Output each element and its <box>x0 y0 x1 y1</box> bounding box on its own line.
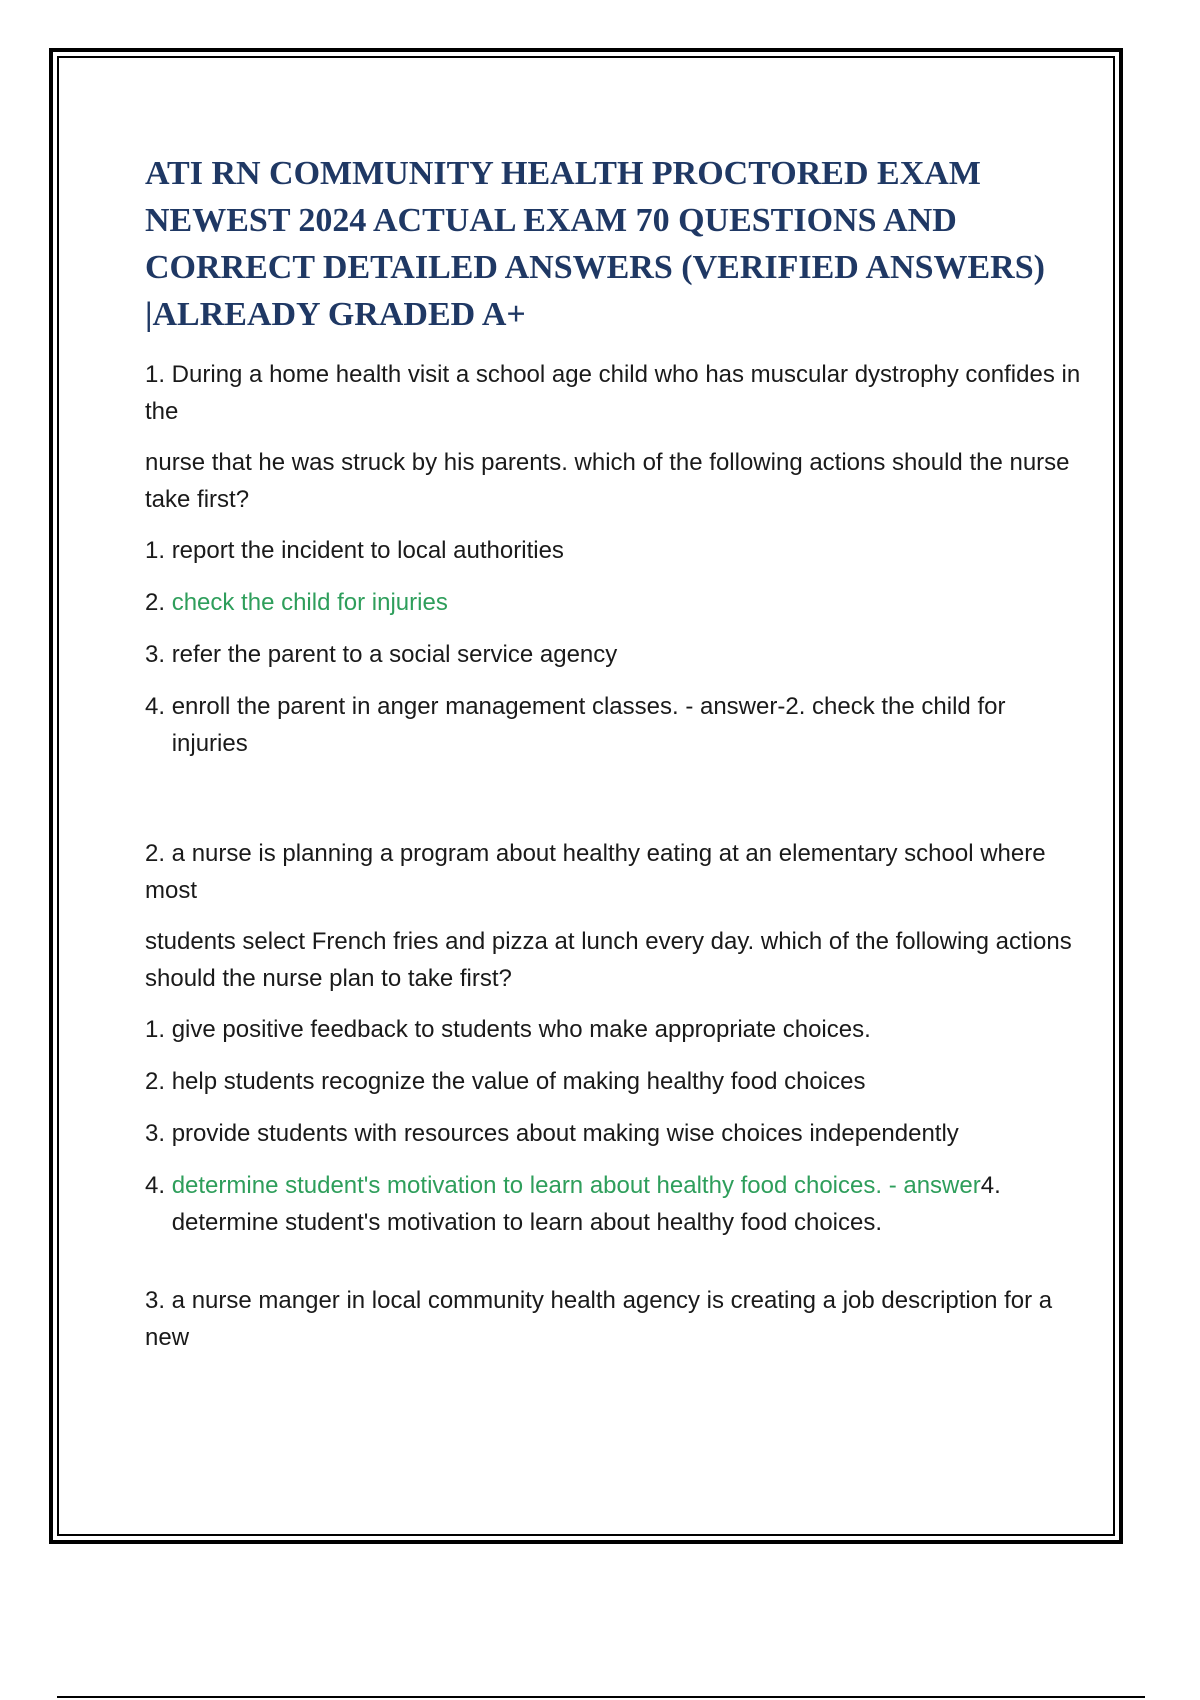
answer-option-2 <box>145 1063 1085 1100</box>
question-stem: 2. a nurse is planning a program about healthy eating at an elementary school where most <box>145 840 1046 904</box>
option-number: 1. <box>145 1016 172 1043</box>
spacer <box>145 777 1085 835</box>
option-text: provide students with resources about making wise choices independently <box>171 1120 959 1147</box>
option-text: enroll the parent in anger management classes. - answer-2. check the child for injuries <box>171 693 1006 757</box>
answer-option-4-correct <box>145 1167 1085 1241</box>
option-number: 1. <box>145 537 172 564</box>
option-number: 2. <box>145 1068 172 1095</box>
option-text: help students recognize the value of making healthy food choices <box>171 1068 866 1095</box>
footer-rule <box>57 1696 1145 1698</box>
question-3 <box>145 1282 1085 1356</box>
question-2 <box>145 835 1085 1241</box>
question-stem-continued: nurse that he was struck by his parents. which of the following actions should the nurse take first? <box>145 449 1070 513</box>
document-title: ATI RN COMMUNITY HEALTH PROCTORED EXAM NEWEST 2024 ACTUAL EXAM 70 QUESTIONS AND CORRECT DETAILED ANSWERS (VERIFIED ANSWERS) |ALREADY GRADED A+ <box>145 155 1045 333</box>
answer-option-3 <box>145 1115 1085 1152</box>
question-stem-continued: students select French fries and pizza at lunch every day. which of the following actions should the nurse plan to take first? <box>145 928 1072 992</box>
answer-option-2-correct <box>145 584 1085 621</box>
question-1 <box>145 356 1085 762</box>
answer-option-3 <box>145 636 1085 673</box>
answer-option-1 <box>145 1011 1085 1048</box>
question-stem: 1. During a home health visit a school age child who has muscular dystrophy confides in the <box>145 361 1081 425</box>
option-answer-text: 4. determine student's motivation to learn about healthy food choices. <box>171 1172 1001 1236</box>
answer-option-4 <box>145 688 1085 762</box>
option-number: 4. <box>145 1172 172 1199</box>
option-text: refer the parent to a social service agency <box>171 641 618 668</box>
spacer <box>145 1256 1085 1282</box>
option-number: 3. <box>145 1120 172 1147</box>
document-body <box>145 150 1085 1370</box>
option-number: 2. <box>145 589 172 616</box>
option-text-correct: determine student's motivation to learn about healthy food choices. - answer <box>171 1172 981 1199</box>
question-stem: 3. a nurse manger in local community health agency is creating a job description for a new <box>145 1287 1053 1351</box>
option-text <box>172 1167 1085 1241</box>
option-number: 4. <box>145 693 172 720</box>
option-text: report the incident to local authorities <box>171 537 564 564</box>
option-number: 3. <box>145 641 172 668</box>
option-text: give positive feedback to students who make appropriate choices. <box>171 1016 871 1043</box>
answer-option-1 <box>145 532 1085 569</box>
option-text-correct: check the child for injuries <box>171 589 448 616</box>
